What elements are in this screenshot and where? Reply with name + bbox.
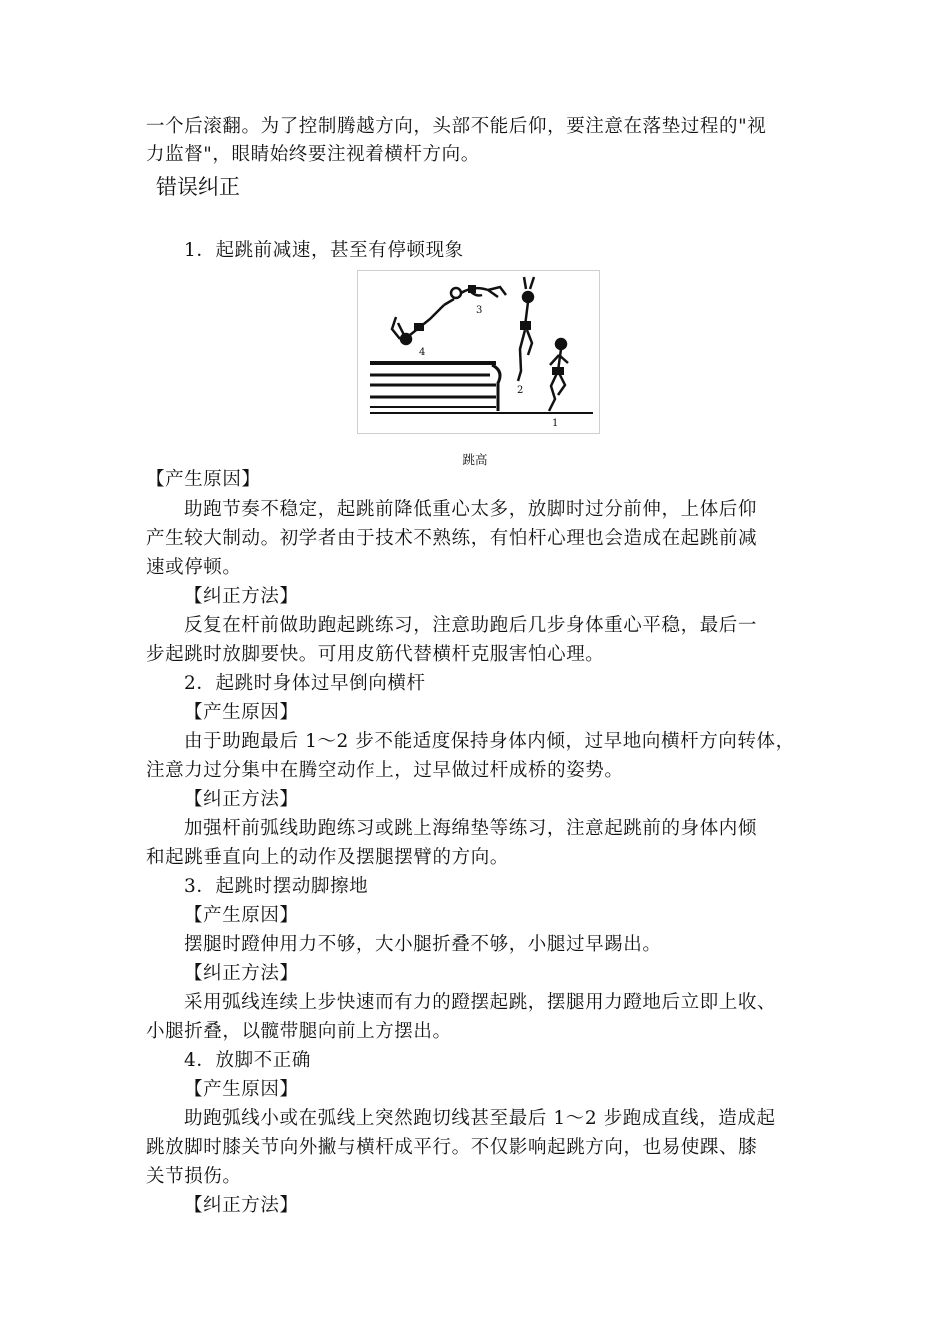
jumper-phase-1 (549, 339, 568, 411)
error-1-fix-line-1: 反复在杆前做助跑起跳练习，注意助跑后几步身体重心平稳，最后一 (184, 615, 758, 636)
error-4-title: 4．放脚不正确 (184, 1050, 311, 1071)
error-3-fix-line-1: 采用弧线连续上步快速而有力的蹬摆起跳，摆腿用力蹬地后立即上收、 (184, 992, 777, 1013)
error-2-fix-line-1: 加强杆前弧线助跑练习或跳上海绵垫等练习，注意起跳前的身体内倾 (184, 818, 758, 839)
error-3-cause-label: 【产生原因】 (184, 905, 299, 926)
error-3-fix-label: 【纠正方法】 (184, 963, 299, 984)
phase-label-1: 1 (552, 418, 559, 429)
error-4-cause-label: 【产生原因】 (184, 1079, 299, 1100)
error-4-fix-label: 【纠正方法】 (184, 1195, 299, 1216)
error-1-title: 1．起跳前减速，甚至有停顿现象 (184, 240, 464, 261)
landing-mat (370, 363, 500, 411)
intro-line-1: 一个后滚翻。为了控制腾越方向，头部不能后仰，要注意在落垫过程的"视 (146, 116, 767, 137)
phase-labels (419, 305, 558, 429)
jumper-phase-4 (392, 299, 454, 344)
error-1-cause-label: 【产生原因】 (146, 469, 261, 490)
phase-label-2: 2 (517, 385, 524, 396)
section-heading: 错误纠正 (156, 175, 240, 199)
error-1-cause-line-1: 助跑节奏不稳定，起跳前降低重心太多，放脚时过分前伸，上体后仰 (184, 499, 758, 520)
phase-label-3: 3 (476, 305, 483, 316)
error-4-cause-line-2: 跳放脚时膝关节向外撇与横杆成平行。不仅影响起跳方向，也易使踝、膝 (146, 1137, 758, 1158)
error-3-cause-line-1: 摆腿时蹬伸用力不够，大小腿折叠不够，小腿过早踢出。 (184, 934, 662, 955)
error-2-cause-line-2: 注意力过分集中在腾空动作上，过早做过杆成桥的姿势。 (146, 760, 624, 781)
error-2-cause-line-1: 由于助跑最后 1～2 步不能适度保持身体内倾，过早地向横杆方向转体， (184, 731, 795, 752)
figure-caption: 跳高 (462, 452, 488, 467)
phase-label-4: 4 (419, 347, 426, 358)
error-3-fix-line-2: 小腿折叠，以髋带腿向前上方摆出。 (146, 1021, 452, 1042)
error-1-cause-line-2: 产生较大制动。初学者由于技术不熟练，有怕杆心理也会造成在起跳前减 (146, 528, 758, 549)
error-2-fix-label: 【纠正方法】 (184, 789, 299, 810)
error-1-fix-line-2: 步起跳时放脚要快。可用皮筋代替横杆克服害怕心理。 (146, 644, 605, 665)
error-2-cause-label: 【产生原因】 (184, 702, 299, 723)
error-2-title: 2．起跳时身体过早倒向横杆 (184, 673, 426, 694)
error-3-title: 3．起跳时摆动脚擦地 (184, 876, 369, 897)
jumper-phase-3 (451, 285, 506, 298)
error-1-cause-line-3: 速或停顿。 (146, 557, 242, 578)
intro-line-2: 力监督"，眼睛始终要注视着横杆方向。 (146, 144, 480, 165)
error-4-cause-line-1: 助跑弧线小或在弧线上突然跑切线甚至最后 1～2 步跑成直线，造成起 (184, 1108, 776, 1129)
error-1-fix-label: 【纠正方法】 (184, 586, 299, 607)
jumper-phase-2 (518, 277, 534, 381)
high-jump-figure (357, 270, 600, 434)
high-jump-illustration (358, 271, 599, 433)
error-2-fix-line-2: 和起跳垂直向上的动作及摆腿摆臂的方向。 (146, 847, 509, 868)
error-4-cause-line-3: 关节损伤。 (146, 1166, 242, 1187)
